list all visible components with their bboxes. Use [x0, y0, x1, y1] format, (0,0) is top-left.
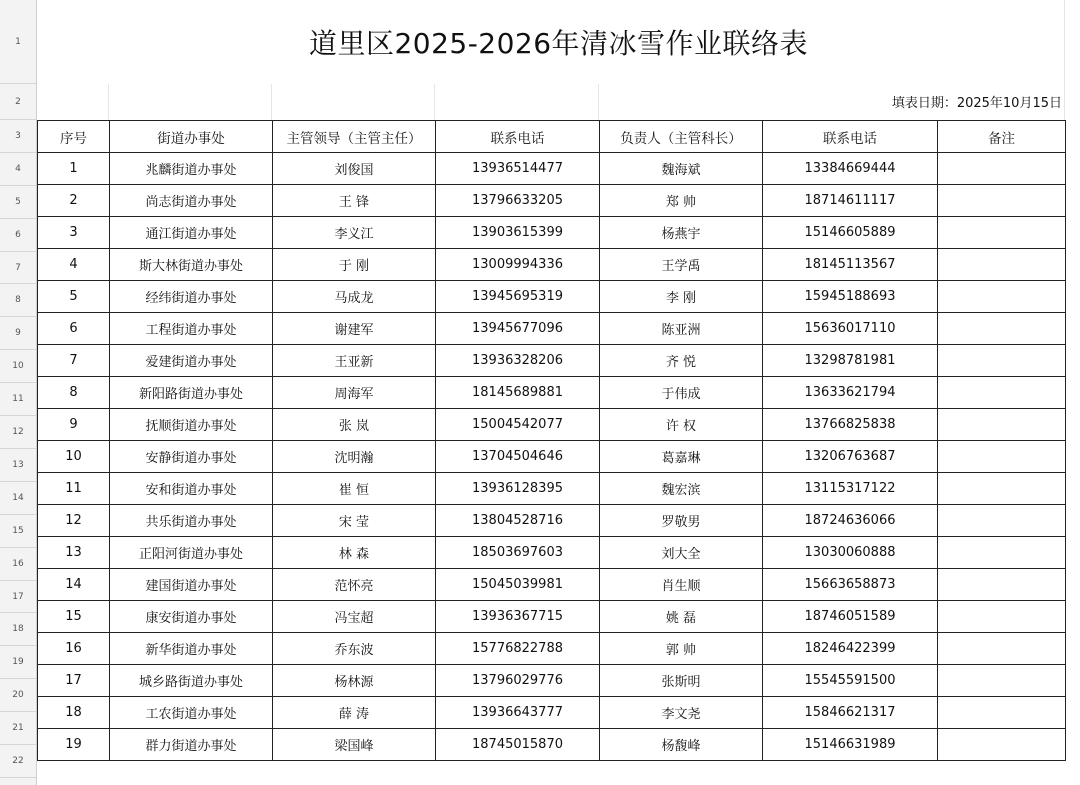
- supervisor-cell[interactable]: 冯宝超: [273, 601, 436, 633]
- responsible-phone-cell[interactable]: 13766825838: [763, 409, 938, 441]
- table-row: [38, 473, 1066, 505]
- supervisor-cell[interactable]: 薛 涛: [273, 697, 436, 729]
- row-number[interactable]: 11: [0, 383, 36, 416]
- row-number[interactable]: 15: [0, 515, 36, 548]
- remarks-cell[interactable]: [938, 185, 1066, 217]
- supervisor-phone-cell[interactable]: 13704504646: [436, 441, 600, 473]
- row-number[interactable]: 8: [0, 285, 36, 318]
- responsible-phone-cell[interactable]: 13298781981: [763, 345, 938, 377]
- row-number-column: [0, 0, 37, 785]
- row-number[interactable]: 9: [0, 317, 36, 350]
- date-cell[interactable]: [37, 84, 1080, 120]
- row-number[interactable]: 1: [0, 0, 36, 84]
- remarks-cell[interactable]: [938, 313, 1066, 345]
- remarks-cell[interactable]: [938, 281, 1066, 313]
- table-row: [38, 313, 1066, 345]
- remarks-cell[interactable]: [938, 153, 1066, 185]
- responsible-phone-cell[interactable]: 13384669444: [763, 153, 938, 185]
- table-row: [38, 249, 1066, 281]
- index-cell[interactable]: 8: [38, 377, 110, 409]
- supervisor-phone-cell[interactable]: 13903615399: [436, 217, 600, 249]
- row-number[interactable]: 21: [0, 712, 36, 745]
- row-number[interactable]: 17: [0, 581, 36, 614]
- supervisor-cell[interactable]: 宋 莹: [273, 505, 436, 537]
- row-number[interactable]: 22: [0, 745, 36, 778]
- supervisor-phone-cell[interactable]: 13804528716: [436, 505, 600, 537]
- supervisor-cell[interactable]: 王亚新: [273, 345, 436, 377]
- supervisor-cell[interactable]: 李义江: [273, 217, 436, 249]
- title-cell[interactable]: [37, 0, 1080, 84]
- index-cell[interactable]: 1: [38, 153, 110, 185]
- responsible-phone-cell[interactable]: 18714611117: [763, 185, 938, 217]
- header-row: [38, 121, 1066, 153]
- street-office-cell[interactable]: 正阳河街道办事处: [110, 537, 273, 569]
- remarks-cell[interactable]: [938, 441, 1066, 473]
- supervisor-cell[interactable]: 林 森: [273, 537, 436, 569]
- responsible-person-cell[interactable]: 姚 磊: [600, 601, 763, 633]
- responsible-phone-cell[interactable]: 13030060888: [763, 537, 938, 569]
- street-office-cell[interactable]: 抚顺街道办事处: [110, 409, 273, 441]
- street-office-cell[interactable]: 尚志街道办事处: [110, 185, 273, 217]
- remarks-cell[interactable]: [938, 729, 1066, 761]
- street-office-cell[interactable]: 经纬街道办事处: [110, 281, 273, 313]
- supervisor-cell[interactable]: 周海军: [273, 377, 436, 409]
- supervisor-phone-cell[interactable]: 13936128395: [436, 473, 600, 505]
- remarks-cell[interactable]: [938, 505, 1066, 537]
- index-cell[interactable]: 5: [38, 281, 110, 313]
- responsible-person-cell[interactable]: 杨馥峰: [600, 729, 763, 761]
- supervisor-phone-cell[interactable]: 13936328206: [436, 345, 600, 377]
- responsible-phone-cell[interactable]: 18145113567: [763, 249, 938, 281]
- supervisor-phone-cell[interactable]: 13936643777: [436, 697, 600, 729]
- row-number[interactable]: 10: [0, 350, 36, 383]
- remarks-cell[interactable]: [938, 217, 1066, 249]
- remarks-cell[interactable]: [938, 665, 1066, 697]
- responsible-person-cell[interactable]: 罗敬男: [600, 505, 763, 537]
- table-row: [38, 665, 1066, 697]
- supervisor-cell[interactable]: 乔东波: [273, 633, 436, 665]
- street-office-cell[interactable]: 城乡路街道办事处: [110, 665, 273, 697]
- table-row: [38, 569, 1066, 601]
- responsible-phone-cell[interactable]: 13206763687: [763, 441, 938, 473]
- index-cell[interactable]: 12: [38, 505, 110, 537]
- supervisor-phone-cell[interactable]: 15045039981: [436, 569, 600, 601]
- supervisor-cell[interactable]: 杨林源: [273, 665, 436, 697]
- table-row: [38, 377, 1066, 409]
- index-cell[interactable]: 10: [38, 441, 110, 473]
- row-number[interactable]: 19: [0, 646, 36, 679]
- index-cell[interactable]: 13: [38, 537, 110, 569]
- index-cell[interactable]: 14: [38, 569, 110, 601]
- supervisor-cell[interactable]: 刘俊国: [273, 153, 436, 185]
- supervisor-phone-cell[interactable]: 13945677096: [436, 313, 600, 345]
- supervisor-phone-cell[interactable]: 13009994336: [436, 249, 600, 281]
- street-office-cell[interactable]: 新华街道办事处: [110, 633, 273, 665]
- table-row: [38, 633, 1066, 665]
- responsible-person-cell[interactable]: 肖生顺: [600, 569, 763, 601]
- remarks-cell[interactable]: [938, 249, 1066, 281]
- street-office-cell[interactable]: 通江街道办事处: [110, 217, 273, 249]
- row-number[interactable]: 20: [0, 679, 36, 712]
- street-office-cell[interactable]: 斯大林街道办事处: [110, 249, 273, 281]
- responsible-phone-cell[interactable]: 15636017110: [763, 313, 938, 345]
- row-number[interactable]: 16: [0, 548, 36, 581]
- row-number[interactable]: 6: [0, 219, 36, 252]
- index-cell[interactable]: 6: [38, 313, 110, 345]
- responsible-phone-cell[interactable]: 15663658873: [763, 569, 938, 601]
- responsible-person-cell[interactable]: 陈亚洲: [600, 313, 763, 345]
- header-remarks[interactable]: 备注: [938, 121, 1066, 153]
- supervisor-phone-cell[interactable]: 13945695319: [436, 281, 600, 313]
- responsible-person-cell[interactable]: 葛嘉琳: [600, 441, 763, 473]
- header-supervisor-phone[interactable]: 联系电话: [436, 121, 600, 153]
- responsible-phone-cell[interactable]: 18724636066: [763, 505, 938, 537]
- supervisor-cell[interactable]: 谢建军: [273, 313, 436, 345]
- table-row: [38, 281, 1066, 313]
- row-number[interactable]: 5: [0, 186, 36, 219]
- supervisor-phone-cell[interactable]: 13936514477: [436, 153, 600, 185]
- index-cell[interactable]: 3: [38, 217, 110, 249]
- index-cell[interactable]: 19: [38, 729, 110, 761]
- supervisor-phone-cell[interactable]: 13796029776: [436, 665, 600, 697]
- supervisor-cell[interactable]: 梁国峰: [273, 729, 436, 761]
- header-street-office[interactable]: 街道办事处: [110, 121, 273, 153]
- index-cell[interactable]: 7: [38, 345, 110, 377]
- row-number[interactable]: 4: [0, 153, 36, 186]
- responsible-phone-cell[interactable]: 18746051589: [763, 601, 938, 633]
- table-row: [38, 697, 1066, 729]
- street-office-cell[interactable]: 安静街道办事处: [110, 441, 273, 473]
- index-cell[interactable]: 4: [38, 249, 110, 281]
- supervisor-phone-cell[interactable]: 13796633205: [436, 185, 600, 217]
- table-row: [38, 505, 1066, 537]
- street-office-cell[interactable]: 安和街道办事处: [110, 473, 273, 505]
- remarks-cell[interactable]: [938, 345, 1066, 377]
- responsible-person-cell[interactable]: 李文尧: [600, 697, 763, 729]
- table-row: [38, 729, 1066, 761]
- responsible-person-cell[interactable]: 齐 悦: [600, 345, 763, 377]
- responsible-phone-cell[interactable]: 13115317122: [763, 473, 938, 505]
- remarks-cell[interactable]: [938, 601, 1066, 633]
- supervisor-cell[interactable]: 于 刚: [273, 249, 436, 281]
- row-number[interactable]: 14: [0, 482, 36, 515]
- header-responsible-person[interactable]: 负责人（主管科长）: [600, 121, 763, 153]
- table-row: [38, 409, 1066, 441]
- responsible-phone-cell[interactable]: 15846621317: [763, 697, 938, 729]
- street-office-cell[interactable]: 康安街道办事处: [110, 601, 273, 633]
- supervisor-phone-cell[interactable]: 13936367715: [436, 601, 600, 633]
- street-office-cell[interactable]: 建国街道办事处: [110, 569, 273, 601]
- table-row: [38, 441, 1066, 473]
- remarks-cell[interactable]: [938, 377, 1066, 409]
- supervisor-cell[interactable]: 崔 恒: [273, 473, 436, 505]
- page-title: 道里区2025-2026年清冰雪作业联络表: [308, 27, 809, 60]
- remarks-cell[interactable]: [938, 409, 1066, 441]
- index-cell[interactable]: 9: [38, 409, 110, 441]
- supervisor-cell[interactable]: 王 锋: [273, 185, 436, 217]
- remarks-cell[interactable]: [938, 697, 1066, 729]
- index-cell[interactable]: 17: [38, 665, 110, 697]
- index-cell[interactable]: 2: [38, 185, 110, 217]
- responsible-person-cell[interactable]: 许 权: [600, 409, 763, 441]
- remarks-cell[interactable]: [938, 569, 1066, 601]
- responsible-person-cell[interactable]: 杨燕宇: [600, 217, 763, 249]
- row-number[interactable]: 13: [0, 449, 36, 482]
- index-cell[interactable]: 11: [38, 473, 110, 505]
- supervisor-phone-cell[interactable]: 15004542077: [436, 409, 600, 441]
- street-office-cell[interactable]: 工程街道办事处: [110, 313, 273, 345]
- responsible-person-cell[interactable]: 张斯明: [600, 665, 763, 697]
- responsible-person-cell[interactable]: 刘大全: [600, 537, 763, 569]
- row-number[interactable]: 12: [0, 416, 36, 449]
- table-row: [38, 217, 1066, 249]
- table-row: [38, 185, 1066, 217]
- table-row: [38, 601, 1066, 633]
- responsible-phone-cell[interactable]: 15545591500: [763, 665, 938, 697]
- supervisor-cell[interactable]: 张 岚: [273, 409, 436, 441]
- supervisor-phone-cell[interactable]: 15776822788: [436, 633, 600, 665]
- remarks-cell[interactable]: [938, 537, 1066, 569]
- table-row: [38, 153, 1066, 185]
- contact-table: [37, 120, 1066, 761]
- supervisor-phone-cell[interactable]: 18503697603: [436, 537, 600, 569]
- responsible-person-cell[interactable]: 魏海斌: [600, 153, 763, 185]
- responsible-phone-cell[interactable]: 15146631989: [763, 729, 938, 761]
- street-office-cell[interactable]: 新阳路街道办事处: [110, 377, 273, 409]
- street-office-cell[interactable]: 群力街道办事处: [110, 729, 273, 761]
- supervisor-cell[interactable]: 马成龙: [273, 281, 436, 313]
- remarks-cell[interactable]: [938, 633, 1066, 665]
- responsible-phone-cell[interactable]: 15146605889: [763, 217, 938, 249]
- responsible-person-cell[interactable]: 李 刚: [600, 281, 763, 313]
- index-cell[interactable]: 18: [38, 697, 110, 729]
- supervisor-phone-cell[interactable]: 18145689881: [436, 377, 600, 409]
- supervisor-cell[interactable]: 范怀亮: [273, 569, 436, 601]
- row-number[interactable]: 18: [0, 614, 36, 647]
- header-supervisor[interactable]: 主管领导（主管主任）: [273, 121, 436, 153]
- index-cell[interactable]: 15: [38, 601, 110, 633]
- street-office-cell[interactable]: 共乐街道办事处: [110, 505, 273, 537]
- supervisor-cell[interactable]: 沈明瀚: [273, 441, 436, 473]
- index-cell[interactable]: 16: [38, 633, 110, 665]
- responsible-person-cell[interactable]: 郑 帅: [600, 185, 763, 217]
- street-office-cell[interactable]: 兆麟街道办事处: [110, 153, 273, 185]
- responsible-phone-cell[interactable]: 18246422399: [763, 633, 938, 665]
- table-row: [38, 345, 1066, 377]
- row-number[interactable]: 2: [0, 84, 36, 120]
- fill-date: 填表日期：2025年10月15日: [891, 96, 1062, 111]
- responsible-person-cell[interactable]: 郭 帅: [600, 633, 763, 665]
- responsible-person-cell[interactable]: 魏宏滨: [600, 473, 763, 505]
- header-index[interactable]: 序号: [38, 121, 110, 153]
- responsible-person-cell[interactable]: 于伟成: [600, 377, 763, 409]
- table-row: [38, 537, 1066, 569]
- street-office-cell[interactable]: 爱建街道办事处: [110, 345, 273, 377]
- responsible-phone-cell[interactable]: 15945188693: [763, 281, 938, 313]
- row-number[interactable]: 7: [0, 252, 36, 285]
- remarks-cell[interactable]: [938, 473, 1066, 505]
- supervisor-phone-cell[interactable]: 18745015870: [436, 729, 600, 761]
- responsible-phone-cell[interactable]: 13633621794: [763, 377, 938, 409]
- responsible-person-cell[interactable]: 王学禹: [600, 249, 763, 281]
- row-number[interactable]: 3: [0, 120, 36, 153]
- header-responsible-phone[interactable]: 联系电话: [763, 121, 938, 153]
- street-office-cell[interactable]: 工农街道办事处: [110, 697, 273, 729]
